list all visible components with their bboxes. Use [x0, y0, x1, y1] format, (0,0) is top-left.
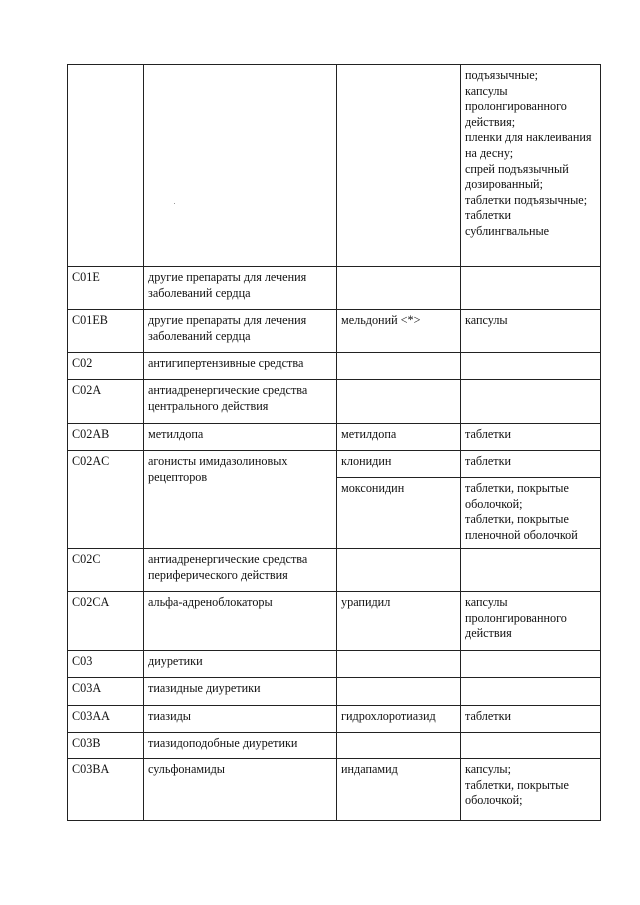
drug-name-cell: клонидин [337, 451, 461, 478]
dosage-form-cell: таблетки [461, 451, 601, 478]
table-row [68, 380, 601, 424]
atc-code-cell: C01E [68, 267, 144, 310]
table-row [68, 759, 601, 821]
drug-name-cell [337, 353, 461, 380]
atc-code-cell: C03A [68, 678, 144, 706]
atc-code-cell: C03BA [68, 759, 144, 821]
table-row [68, 451, 601, 478]
drug-name-cell: гидрохлоротиазид [337, 706, 461, 733]
table-row [68, 733, 601, 759]
group-name-cell: тиазидные диуретики [144, 678, 337, 706]
drug-name-cell [337, 733, 461, 759]
table-row [68, 267, 601, 310]
group-name-cell: сульфонамиды [144, 759, 337, 821]
atc-code-cell: C02CA [68, 592, 144, 651]
table-row [68, 706, 601, 733]
atc-code-cell: C02C [68, 549, 144, 592]
atc-code-cell: C03 [68, 651, 144, 678]
atc-code-cell: C02A [68, 380, 144, 424]
drug-name-cell [337, 267, 461, 310]
drug-name-cell: моксонидин [337, 478, 461, 549]
group-name-cell: альфа-адреноблокаторы [144, 592, 337, 651]
table-row [68, 65, 601, 267]
drug-name-cell [337, 678, 461, 706]
dosage-form-cell [461, 267, 601, 310]
drug-name-cell: индапамид [337, 759, 461, 821]
group-name-cell: другие препараты для лечения заболеваний сердца [144, 310, 337, 353]
dosage-form-cell [461, 651, 601, 678]
atc-code-cell [68, 65, 144, 267]
atc-code-cell: C01EB [68, 310, 144, 353]
atc-code-cell: C03AA [68, 706, 144, 733]
table-row [68, 592, 601, 651]
group-name-cell: тиазиды [144, 706, 337, 733]
drug-name-cell [337, 651, 461, 678]
drug-name-cell: метилдопа [337, 424, 461, 451]
group-name-cell: тиазидоподобные диуретики [144, 733, 337, 759]
table-row [68, 651, 601, 678]
drug-name-cell [337, 549, 461, 592]
drug-name-cell: урапидил [337, 592, 461, 651]
group-name-cell: диуретики [144, 651, 337, 678]
dosage-form-cell: таблетки [461, 706, 601, 733]
dosage-form-cell [461, 549, 601, 592]
drug-name-cell: мельдоний <*> [337, 310, 461, 353]
dosage-form-cell [461, 733, 601, 759]
group-name-cell [144, 65, 337, 267]
dosage-form-cell: таблетки [461, 424, 601, 451]
table-row [68, 678, 601, 706]
group-name-cell: агонисты имидазолиновых рецепторов [144, 451, 337, 549]
table-row [68, 353, 601, 380]
dosage-form-cell [461, 353, 601, 380]
group-name-cell: антиадренергические средства периферического действия [144, 549, 337, 592]
dosage-form-cell: капсулы [461, 310, 601, 353]
table-row [68, 549, 601, 592]
dosage-form-cell [461, 478, 601, 549]
dosage-form-cell [461, 380, 601, 424]
dosage-form-text: таблетки, покрытые оболочкой; таблетки, покрытые пленочной оболочкой [465, 481, 578, 542]
dosage-form-cell [461, 759, 601, 821]
atc-code-cell: C02 [68, 353, 144, 380]
drug-table [67, 64, 601, 821]
drug-name-cell [337, 65, 461, 267]
group-name-cell: антиадренергические средства центрального действия [144, 380, 337, 424]
dosage-form-cell [461, 65, 601, 267]
atc-code-cell: C02AC [68, 451, 144, 549]
group-name-cell: метилдопа [144, 424, 337, 451]
atc-code-cell: C02AB [68, 424, 144, 451]
dosage-form-cell: капсулы пролонгированного действия [461, 592, 601, 651]
atc-code-cell: C03B [68, 733, 144, 759]
drug-name-cell [337, 380, 461, 424]
group-name-cell: другие препараты для лечения заболеваний сердца [144, 267, 337, 310]
dosage-form-cell [461, 678, 601, 706]
table-row [68, 310, 601, 353]
dosage-form-text: капсулы; таблетки, покрытые оболочкой; [465, 762, 569, 808]
table-row [68, 424, 601, 451]
dosage-form-text: подъязычные; капсулы пролонгированного действия; пленки для наклеивания на десну; спрей подъязычный дозированный; таблетки подъязычные; таблетки сублингвальные [465, 68, 592, 238]
group-name-cell: антигипертензивные средства [144, 353, 337, 380]
